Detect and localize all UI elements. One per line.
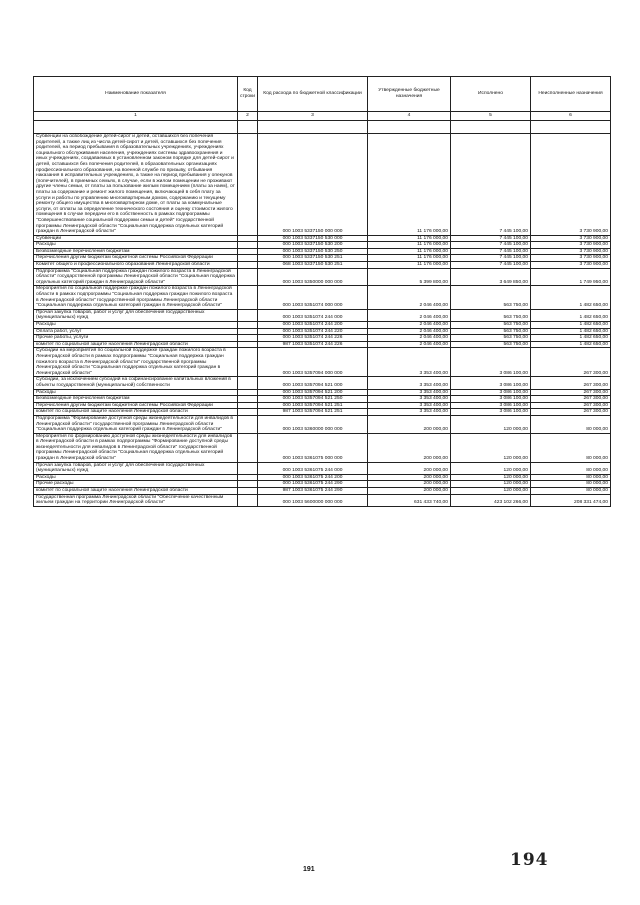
row-line-code bbox=[238, 134, 258, 236]
row-budget-code: 000 1003 5361075 244 290 bbox=[258, 481, 368, 488]
row-name: Безвозмездные перечисления бюджетам bbox=[34, 248, 238, 255]
row-name: Субсидии на мероприятия по социальной поддержке граждан пожилого возраста в Ленинградской области в рамках подпрограммы "Социальная поддержка граждан пожилого возраста в Ленинградской области" государственной программы Ленинградской области "Социальная поддержка отдельных категорий граждан в Ленинградской области" bbox=[34, 348, 238, 377]
row-budget-code: 000 1003 5351074 000 000 bbox=[258, 286, 368, 309]
row-executed-amount: 3 086 100,00 bbox=[451, 409, 531, 416]
table-row bbox=[34, 235, 611, 242]
table-row bbox=[34, 494, 611, 506]
row-unexecuted-amount: 267 300,00 bbox=[531, 377, 611, 389]
row-approved-amount: 200 000,00 bbox=[368, 462, 451, 474]
row-line-code bbox=[238, 328, 258, 335]
table-row bbox=[34, 268, 611, 286]
row-approved-amount: 2 046 400,00 bbox=[368, 335, 451, 342]
table-row bbox=[34, 134, 611, 236]
row-unexecuted-amount: 1 749 950,00 bbox=[531, 268, 611, 286]
table-row bbox=[34, 286, 611, 309]
row-budget-code: 000 1003 5351074 244 226 bbox=[258, 335, 368, 342]
row-budget-code: 068 1003 5337150 530 251 bbox=[258, 262, 368, 269]
row-name: Подпрограмма "Формирование доступной среды жизнедеятельности для инвалидов в Ленинградской области" государственной программы Ленинградской области "Социальная поддержка отдельных категорий граждан в Ленинградской области" bbox=[34, 415, 238, 433]
row-approved-amount: 11 176 000,00 bbox=[368, 248, 451, 255]
row-budget-code: 000 1003 5361075 244 200 bbox=[258, 474, 368, 481]
row-unexecuted-amount: 3 730 900,00 bbox=[531, 235, 611, 242]
row-name: комитет по социальной защите населения Ленинградской области bbox=[34, 341, 238, 348]
row-approved-amount: 3 353 400,00 bbox=[368, 348, 451, 377]
row-name: Оплата работ, услуг bbox=[34, 328, 238, 335]
row-executed-amount: 120 000,00 bbox=[451, 481, 531, 488]
row-name: Расходы bbox=[34, 322, 238, 329]
row-approved-amount: 200 000,00 bbox=[368, 433, 451, 462]
row-approved-amount: 2 046 400,00 bbox=[368, 322, 451, 329]
row-name: комитет по социальной защите населения Ленинградской области bbox=[34, 488, 238, 495]
row-executed-amount: 3 086 100,00 bbox=[451, 396, 531, 403]
table-row bbox=[34, 248, 611, 255]
row-budget-code: 000 1003 5351074 244 000 bbox=[258, 309, 368, 321]
row-approved-amount: 3 353 400,00 bbox=[368, 402, 451, 409]
row-name: Подпрограмма "Социальная поддержка граждан пожилого возраста в Ленинградской области" государственной программы Ленинградской области "Социальная поддержка отдельных категорий граждан в Ленинградской области" bbox=[34, 268, 238, 286]
row-approved-amount: 11 176 000,00 bbox=[368, 262, 451, 269]
row-unexecuted-amount: 208 331 474,00 bbox=[531, 494, 611, 506]
row-name: Государственная программа Ленинградской области "Обеспечение качественным жильем граждан на территории Ленинградской области" bbox=[34, 494, 238, 506]
row-name: Перечисления другим бюджетам бюджетной системы Российской Федерации bbox=[34, 402, 238, 409]
row-budget-code: 000 1003 5361075 000 000 bbox=[258, 433, 368, 462]
row-line-code bbox=[238, 433, 258, 462]
row-line-code bbox=[238, 474, 258, 481]
row-name: Мероприятия по формированию доступной среды жизнедеятельности для инвалидов в Ленинградской области в рамках подпрограммы "Формирование доступной среды жизнедеятельности для инвалидов в Ленинградской области" государственной программы Ленинградской области "Социальная поддержка отдельных категорий граждан в Ленинградской области" bbox=[34, 433, 238, 462]
table-row bbox=[34, 242, 611, 249]
row-approved-amount: 11 176 000,00 bbox=[368, 235, 451, 242]
row-budget-code: 000 1003 5600000 000 000 bbox=[258, 494, 368, 506]
table-row bbox=[34, 481, 611, 488]
row-line-code bbox=[238, 286, 258, 309]
header-approved: Утвержденные бюджетные назначения bbox=[368, 77, 451, 112]
row-line-code bbox=[238, 481, 258, 488]
row-executed-amount: 120 000,00 bbox=[451, 415, 531, 433]
row-unexecuted-amount: 1 482 650,00 bbox=[531, 286, 611, 309]
row-approved-amount: 2 046 400,00 bbox=[368, 286, 451, 309]
row-line-code bbox=[238, 322, 258, 329]
row-executed-amount: 3 086 100,00 bbox=[451, 389, 531, 396]
row-name: Расходы bbox=[34, 474, 238, 481]
column-number: 2 bbox=[238, 112, 258, 121]
column-number: 6 bbox=[531, 112, 611, 121]
row-budget-code: 987 1003 5351074 244 226 bbox=[258, 341, 368, 348]
row-unexecuted-amount: 3 730 900,00 bbox=[531, 242, 611, 249]
table-row bbox=[34, 341, 611, 348]
row-name: Субсидии, за исключением субсидий на софинансирование капитальных вложений в объекты государственной (муниципальной) собственности bbox=[34, 377, 238, 389]
row-executed-amount: 7 445 100,00 bbox=[451, 262, 531, 269]
row-name: Прочие работы, услуги bbox=[34, 335, 238, 342]
row-unexecuted-amount: 267 300,00 bbox=[531, 396, 611, 403]
row-executed-amount: 7 445 100,00 bbox=[451, 242, 531, 249]
table-body bbox=[34, 134, 611, 507]
row-executed-amount: 3 086 100,00 bbox=[451, 377, 531, 389]
row-unexecuted-amount: 80 000,00 bbox=[531, 415, 611, 433]
row-unexecuted-amount: 1 482 650,00 bbox=[531, 309, 611, 321]
row-unexecuted-amount: 3 730 900,00 bbox=[531, 248, 611, 255]
table-row bbox=[34, 335, 611, 342]
column-number: 4 bbox=[368, 112, 451, 121]
budget-execution-table bbox=[33, 76, 611, 507]
row-name: Безвозмездные перечисления бюджетам bbox=[34, 396, 238, 403]
row-unexecuted-amount: 3 730 900,00 bbox=[531, 134, 611, 236]
row-name: Субвенции на освобождение детей-сирот и детей, оставшихся без попечения родителей, а также лиц из числа детей-сирот и детей, оставшихся без попечения родителей, на период пребывания в образовательных учреждениях, учреждениях социального обслуживания населения, учреждениях системы здравоохранения и иных учреждениях, создаваемых в установленном законом порядке для детей-сирот и детей, оставшихся без попечения родителей, в образовательных организациях профессионального образования, на военной службе по призыву, отбывания наказания в исправительных учреждениях, а также на период пребывания у опекунов (попечителей), в приемных семьях, в случае, если в жилом помещении не проживают другие члены семьи, от платы за пользование жилым помещением (платы за наем), от платы за содержание и ремонт жилого помещения, включающей в себя плату за услуги и работы по управлению многоквартирным домом, содержанию и текущему ремонту общего имущества в многоквартирном доме, от платы за коммунальные услуги, от оплаты за определение технического состояния и оценку стоимости жилого помещения в случае передачи его в собственность в рамках подпрограммы "Совершенствование социальной поддержки семьи и детей" государственной программы Ленинградской области "Социальная поддержка отдельных категорий граждан в Ленинградской области" bbox=[34, 134, 238, 236]
row-approved-amount: 11 176 000,00 bbox=[368, 242, 451, 249]
row-executed-amount: 563 750,00 bbox=[451, 341, 531, 348]
row-unexecuted-amount: 1 482 650,00 bbox=[531, 335, 611, 342]
row-name: Комитет общего и профессионального образования Ленинградской области bbox=[34, 262, 238, 269]
row-unexecuted-amount: 1 482 650,00 bbox=[531, 341, 611, 348]
row-approved-amount: 3 353 400,00 bbox=[368, 389, 451, 396]
table-row bbox=[34, 389, 611, 396]
table-row bbox=[34, 377, 611, 389]
table-row bbox=[34, 396, 611, 403]
column-number: 1 bbox=[34, 112, 238, 121]
row-budget-code: 000 1003 5357094 000 000 bbox=[258, 348, 368, 377]
row-approved-amount: 11 176 000,00 bbox=[368, 255, 451, 262]
row-name: Перечисления другим бюджетам бюджетной системы Российской Федерации bbox=[34, 255, 238, 262]
row-line-code bbox=[238, 402, 258, 409]
row-line-code bbox=[238, 488, 258, 495]
header-budget-code: Код расхода по бюджетной классификации bbox=[258, 77, 368, 112]
header-executed: Исполнено bbox=[451, 77, 531, 112]
row-line-code bbox=[238, 242, 258, 249]
page-stamp: 194 bbox=[510, 850, 549, 870]
row-unexecuted-amount: 80 000,00 bbox=[531, 481, 611, 488]
row-approved-amount: 3 353 400,00 bbox=[368, 377, 451, 389]
row-executed-amount: 7 445 100,00 bbox=[451, 235, 531, 242]
row-unexecuted-amount: 3 730 900,00 bbox=[531, 262, 611, 269]
row-unexecuted-amount: 80 000,00 bbox=[531, 488, 611, 495]
row-name: Прочие расходы bbox=[34, 481, 238, 488]
row-unexecuted-amount: 80 000,00 bbox=[531, 474, 611, 481]
row-line-code bbox=[238, 389, 258, 396]
row-unexecuted-amount: 267 300,00 bbox=[531, 409, 611, 416]
column-number: 5 bbox=[451, 112, 531, 121]
row-budget-code: 000 1003 5351074 244 200 bbox=[258, 322, 368, 329]
row-approved-amount: 11 176 000,00 bbox=[368, 134, 451, 236]
row-executed-amount: 563 750,00 bbox=[451, 309, 531, 321]
table-row bbox=[34, 348, 611, 377]
row-name: Расходы bbox=[34, 242, 238, 249]
row-executed-amount: 3 649 850,00 bbox=[451, 268, 531, 286]
row-approved-amount: 2 046 400,00 bbox=[368, 328, 451, 335]
row-line-code bbox=[238, 348, 258, 377]
column-number-row bbox=[34, 112, 611, 121]
row-line-code bbox=[238, 262, 258, 269]
table-row bbox=[34, 433, 611, 462]
table-row bbox=[34, 328, 611, 335]
row-line-code bbox=[238, 235, 258, 242]
row-budget-code: 000 1003 5351074 244 220 bbox=[258, 328, 368, 335]
row-name: Мероприятия по социальной поддержке граждан пожилого возраста в Ленинградской области в рамках подпрограммы "Социальная поддержка граждан пожилого возраста в Ленинградской области" государственной программы Ленинградской области "Социальная поддержка отдельных категорий граждан в Ленинградской области" bbox=[34, 286, 238, 309]
table-row bbox=[34, 415, 611, 433]
budget-report-sheet bbox=[33, 76, 610, 507]
column-number: 3 bbox=[258, 112, 368, 121]
row-line-code bbox=[238, 255, 258, 262]
row-unexecuted-amount: 1 482 650,00 bbox=[531, 322, 611, 329]
table-row bbox=[34, 488, 611, 495]
row-approved-amount: 2 046 400,00 bbox=[368, 309, 451, 321]
table-row bbox=[34, 255, 611, 262]
row-budget-code: 987 1003 5357094 521 251 bbox=[258, 409, 368, 416]
row-executed-amount: 3 086 100,00 bbox=[451, 402, 531, 409]
row-line-code bbox=[238, 248, 258, 255]
row-line-code bbox=[238, 494, 258, 506]
row-unexecuted-amount: 3 730 900,00 bbox=[531, 255, 611, 262]
row-approved-amount: 2 046 400,00 bbox=[368, 341, 451, 348]
row-budget-code: 987 1003 5361075 244 290 bbox=[258, 488, 368, 495]
row-approved-amount: 200 000,00 bbox=[368, 474, 451, 481]
row-executed-amount: 7 445 100,00 bbox=[451, 134, 531, 236]
row-line-code bbox=[238, 462, 258, 474]
table-row bbox=[34, 462, 611, 474]
row-approved-amount: 200 000,00 bbox=[368, 488, 451, 495]
table-row bbox=[34, 262, 611, 269]
row-executed-amount: 3 086 100,00 bbox=[451, 348, 531, 377]
row-line-code bbox=[238, 396, 258, 403]
row-approved-amount: 5 399 800,00 bbox=[368, 268, 451, 286]
row-budget-code: 000 1003 5337150 000 000 bbox=[258, 134, 368, 236]
row-budget-code: 000 1003 5337150 530 200 bbox=[258, 242, 368, 249]
row-name: Субвенции bbox=[34, 235, 238, 242]
row-executed-amount: 120 000,00 bbox=[451, 474, 531, 481]
table-row bbox=[34, 309, 611, 321]
row-unexecuted-amount: 1 482 650,00 bbox=[531, 328, 611, 335]
row-executed-amount: 563 750,00 bbox=[451, 322, 531, 329]
row-line-code bbox=[238, 377, 258, 389]
header-unexecuted: Неисполненные назначения bbox=[531, 77, 611, 112]
table-row bbox=[34, 322, 611, 329]
row-executed-amount: 120 000,00 bbox=[451, 462, 531, 474]
row-budget-code: 000 1003 5357094 521 000 bbox=[258, 377, 368, 389]
row-budget-code: 000 1003 5337150 530 250 bbox=[258, 248, 368, 255]
page-number: 191 bbox=[303, 866, 315, 873]
row-executed-amount: 423 102 266,00 bbox=[451, 494, 531, 506]
row-line-code bbox=[238, 409, 258, 416]
header-name: Наименование показателя bbox=[34, 77, 238, 112]
row-executed-amount: 120 000,00 bbox=[451, 433, 531, 462]
row-unexecuted-amount: 267 300,00 bbox=[531, 402, 611, 409]
row-name: Расходы bbox=[34, 389, 238, 396]
row-approved-amount: 3 353 400,00 bbox=[368, 409, 451, 416]
row-line-code bbox=[238, 309, 258, 321]
row-executed-amount: 7 445 100,00 bbox=[451, 248, 531, 255]
row-budget-code: 000 1003 5360000 000 000 bbox=[258, 415, 368, 433]
table-row bbox=[34, 474, 611, 481]
table-row bbox=[34, 409, 611, 416]
row-unexecuted-amount: 80 000,00 bbox=[531, 433, 611, 462]
row-approved-amount: 200 000,00 bbox=[368, 415, 451, 433]
row-budget-code: 000 1003 5357094 521 250 bbox=[258, 396, 368, 403]
row-budget-code: 000 1003 5357094 521 251 bbox=[258, 402, 368, 409]
row-executed-amount: 563 750,00 bbox=[451, 286, 531, 309]
table-row bbox=[34, 402, 611, 409]
row-unexecuted-amount: 267 300,00 bbox=[531, 348, 611, 377]
row-budget-code: 000 1003 5350000 000 000 bbox=[258, 268, 368, 286]
table-header-row bbox=[34, 77, 611, 112]
row-line-code bbox=[238, 341, 258, 348]
row-approved-amount: 3 353 400,00 bbox=[368, 396, 451, 403]
row-approved-amount: 200 000,00 bbox=[368, 481, 451, 488]
row-unexecuted-amount: 267 300,00 bbox=[531, 389, 611, 396]
row-line-code bbox=[238, 335, 258, 342]
row-budget-code: 000 1003 5357094 521 200 bbox=[258, 389, 368, 396]
spacer-row bbox=[34, 121, 611, 134]
row-line-code bbox=[238, 268, 258, 286]
row-line-code bbox=[238, 415, 258, 433]
row-name: Прочая закупка товаров, работ и услуг для обеспечения государственных (муниципальных) нужд bbox=[34, 462, 238, 474]
row-unexecuted-amount: 80 000,00 bbox=[531, 462, 611, 474]
row-name: Прочая закупка товаров, работ и услуг для обеспечения государственных (муниципальных) нужд bbox=[34, 309, 238, 321]
row-executed-amount: 7 445 100,00 bbox=[451, 255, 531, 262]
row-executed-amount: 563 750,00 bbox=[451, 328, 531, 335]
row-budget-code: 000 1003 5337150 530 000 bbox=[258, 235, 368, 242]
row-budget-code: 000 1003 5337150 530 251 bbox=[258, 255, 368, 262]
header-line-code: Код строки bbox=[238, 77, 258, 112]
row-name: комитет по социальной защите населения Ленинградской области bbox=[34, 409, 238, 416]
row-executed-amount: 120 000,00 bbox=[451, 488, 531, 495]
row-budget-code: 000 1003 5361075 244 000 bbox=[258, 462, 368, 474]
row-executed-amount: 563 750,00 bbox=[451, 335, 531, 342]
row-approved-amount: 631 433 740,00 bbox=[368, 494, 451, 506]
